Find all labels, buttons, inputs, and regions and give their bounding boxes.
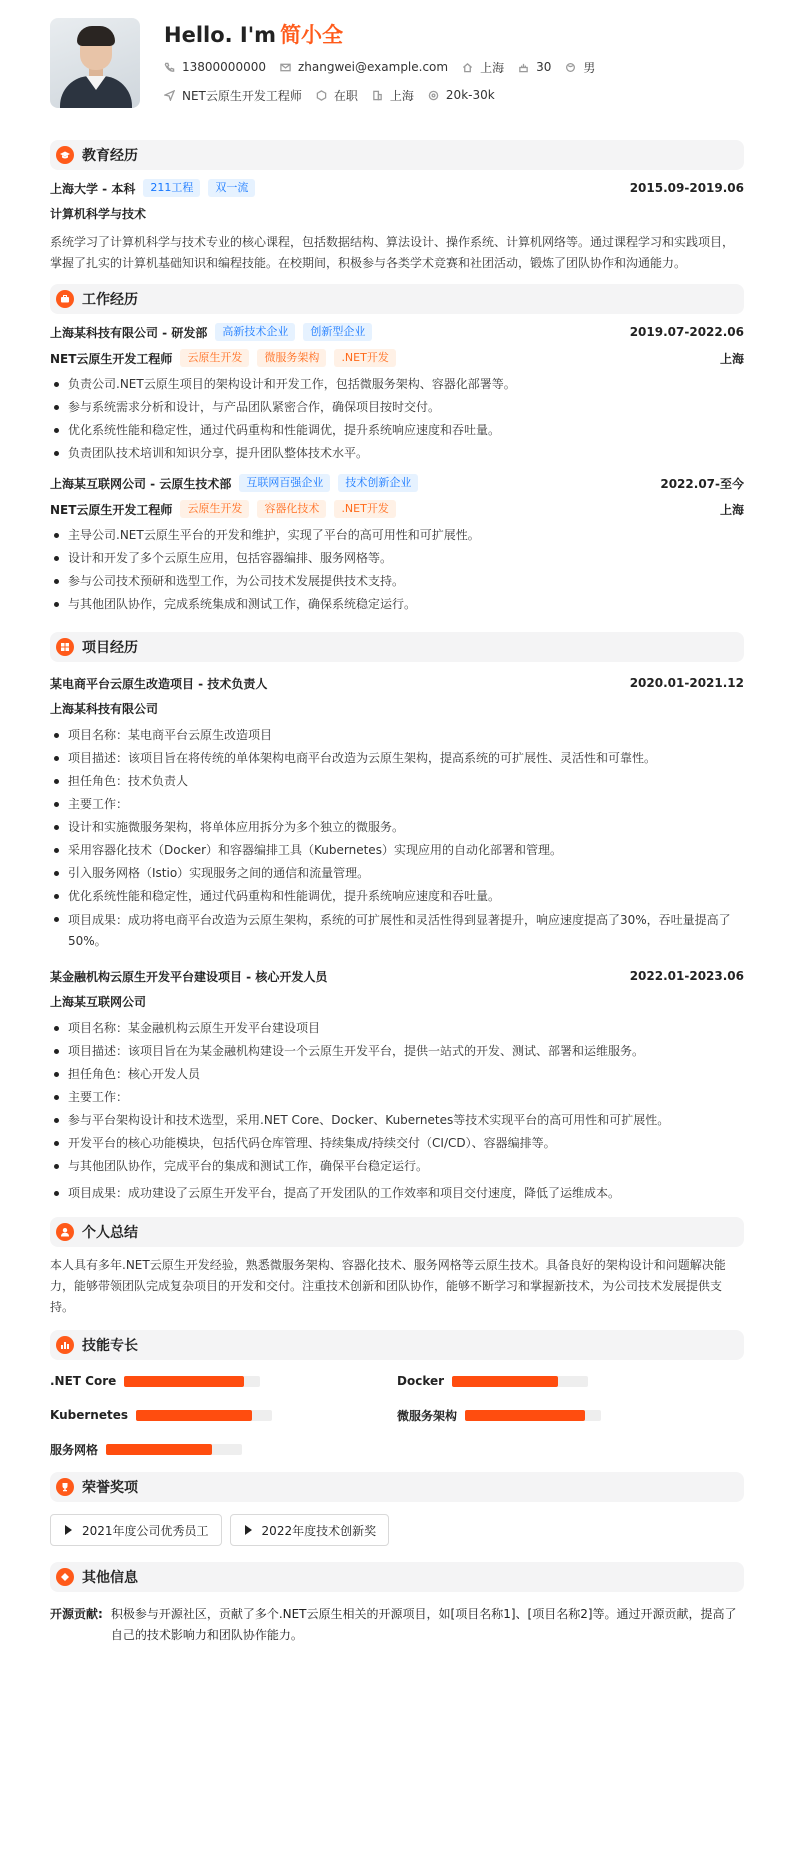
city-item: [372, 87, 414, 104]
school-name: 上海大学 - 本科: [50, 181, 136, 196]
skill-bar: [465, 1410, 601, 1421]
section-title: 荣誉奖项: [82, 1480, 138, 1496]
list-item: 负责团队技术培训和知识分享，提升团队整体技术水平。: [50, 444, 744, 463]
email-text: zhangwei@example.com: [297, 60, 449, 74]
home-icon: [462, 62, 473, 73]
play-icon: [65, 1525, 72, 1535]
awards-list: [50, 1514, 744, 1546]
school-tag: 211工程: [143, 179, 200, 197]
avatar: [50, 18, 140, 108]
list-item: 负责公司.NET云原生项目的架构设计和开发工作，包括微服务架构、容器化部署等。: [50, 375, 744, 394]
salary-text: 20k-30k: [445, 88, 495, 102]
list-item: 采用容器化技术（Docker）和容器编排工具（Kubernetes）实现应用的自动化部署和管理。: [50, 841, 744, 860]
phone-item: [164, 60, 266, 74]
skill-item: [50, 1404, 397, 1426]
project-item: [50, 963, 744, 1203]
user-icon: [56, 1223, 74, 1241]
skill-name: Kubernetes: [50, 1408, 128, 1422]
list-item: 担任角色：核心开发人员: [50, 1065, 744, 1084]
list-item: 项目成果：成功建设了云原生开发平台，提高了开发团队的工作效率和项目交付速度，降低了运维成本。: [50, 1184, 744, 1203]
role-row: [50, 496, 744, 522]
project-company: 上海某科技有限公司: [50, 702, 159, 716]
phone-icon: [164, 62, 175, 73]
bullet-list: [50, 526, 744, 614]
project-row: [50, 963, 744, 989]
status-item: [316, 87, 358, 104]
section-title: 教育经历: [82, 148, 138, 164]
skill-bar-fill: [452, 1376, 558, 1387]
company-name: 上海某互联网公司 - 云原生技术部: [50, 476, 232, 491]
list-item: 参与平台架构设计和技术选型，采用.NET Core、Docker、Kubernetes等技术实现平台的高可用性和可扩展性。: [50, 1111, 744, 1130]
list-item: 参与系统需求分析和设计，与产品团队紧密合作，确保项目按时交付。: [50, 398, 744, 417]
award-item: [230, 1514, 390, 1546]
major: 计算机科学与技术: [50, 207, 147, 221]
summary-section: [50, 1217, 744, 1318]
project-item: [50, 670, 744, 952]
work-location: 上海: [719, 351, 744, 366]
skill-bar-fill: [106, 1444, 212, 1455]
skill-name: 微服务架构: [397, 1408, 458, 1423]
awards-section: [50, 1472, 744, 1546]
education-description: 系统学习了计算机科学与技术专业的核心课程，包括数据结构、算法设计、操作系统、计算机网络等。通过课程学习和实践项目，掌握了扎实的计算机基础知识和编程技能。在校期间，积极参与各类学术竞赛和社团活动，锻炼了团队协作和沟通能力。: [50, 235, 735, 270]
skills-grid: [50, 1370, 744, 1460]
job-text: NET云原生开发工程师: [182, 88, 302, 103]
job-row: [164, 84, 609, 106]
list-item: 开发平台的核心功能模块，包括代码仓库管理、持续集成/持续交付（CI/CD）、容器编排等。: [50, 1134, 744, 1153]
education-row: [50, 175, 744, 201]
gender-icon: [565, 62, 576, 73]
work-item: [50, 319, 744, 463]
list-item: 优化系统性能和稳定性，通过代码重构和性能调优，提升系统响应速度和吞吐量。: [50, 887, 744, 906]
award-item: [50, 1514, 222, 1546]
city-text: 上海: [389, 88, 414, 103]
work-date: 2022.07-至今: [660, 476, 744, 491]
list-item: 主要工作：: [50, 795, 744, 814]
skill-item: [397, 1370, 744, 1392]
skill-bar: [452, 1376, 588, 1387]
graduation-cap-icon: [56, 146, 74, 164]
skill-bar: [106, 1444, 242, 1455]
list-item: 与其他团队协作，完成平台的集成和测试工作，确保平台稳定运行。: [50, 1157, 744, 1176]
role-tag: .NET开发: [334, 500, 395, 518]
list-item: 优化系统性能和稳定性，通过代码重构和性能调优，提升系统响应速度和吞吐量。: [50, 421, 744, 440]
role-tag: 云原生开发: [180, 349, 249, 367]
project-row: [50, 670, 744, 696]
skill-bar-fill: [124, 1376, 244, 1387]
skill-item: [50, 1438, 397, 1460]
other-label: 开源贡献:: [50, 1607, 103, 1621]
company-row: [50, 470, 744, 496]
projects-section: [50, 632, 744, 1203]
award-label: 2022年度技术创新奖: [261, 1523, 377, 1538]
role-name: NET云原生开发工程师: [50, 351, 173, 366]
home-text: 上海: [480, 60, 505, 75]
project-company: 上海某互联网公司: [50, 995, 147, 1009]
education-section: [50, 140, 744, 274]
work-date: 2019.07-2022.06: [629, 325, 744, 339]
education-date: 2015.09-2019.06: [629, 181, 744, 195]
bullet-list: [50, 375, 744, 463]
age-item: [518, 60, 551, 74]
list-item: 主要工作：: [50, 1088, 744, 1107]
section-header: [50, 1330, 744, 1360]
hexagon-icon: [316, 90, 327, 101]
project-date: 2022.01-2023.06: [629, 969, 744, 983]
award-label: 2021年度公司优秀员工: [82, 1523, 209, 1538]
trophy-icon: [56, 1478, 74, 1496]
cake-icon: [518, 62, 529, 73]
company-tag: 互联网百强企业: [239, 474, 330, 492]
other-row: [50, 1604, 744, 1646]
role-tag: 微服务架构: [257, 349, 326, 367]
role-tag: .NET开发: [334, 349, 395, 367]
list-item: 主导公司.NET云原生平台的开发和维护，实现了平台的高可用性和可扩展性。: [50, 526, 744, 545]
company-name: 上海某科技有限公司 - 研发部: [50, 325, 208, 340]
salary-item: [428, 88, 495, 102]
skill-bar: [124, 1376, 260, 1387]
chart-bar-icon: [56, 1336, 74, 1354]
list-item: 引入服务网格（Istio）实现服务之间的通信和流量管理。: [50, 864, 744, 883]
school-tag: 双一流: [208, 179, 255, 197]
section-title: 技能专长: [82, 1338, 138, 1354]
skill-bar-fill: [465, 1410, 585, 1421]
section-header: [50, 284, 744, 314]
skill-bar-fill: [136, 1410, 252, 1421]
project-date: 2020.01-2021.12: [629, 676, 744, 690]
section-header: [50, 1472, 744, 1502]
home-item: [462, 59, 504, 76]
gender-text: 男: [583, 60, 596, 75]
role-row: [50, 345, 744, 371]
work-item: [50, 470, 744, 614]
section-title: 个人总结: [82, 1225, 138, 1241]
skill-item: [397, 1404, 744, 1426]
contact-row: [164, 56, 609, 78]
play-icon: [245, 1525, 252, 1535]
person-name: 简小全: [280, 23, 344, 47]
list-item: 项目名称：某金融机构云原生开发平台建设项目: [50, 1019, 744, 1038]
company-tag: 技术创新企业: [338, 474, 418, 492]
skill-bar: [136, 1410, 272, 1421]
gender-item: [565, 59, 595, 76]
building-icon: [372, 90, 383, 101]
skill-name: .NET Core: [50, 1374, 117, 1388]
email-item: [280, 60, 448, 74]
section-title: 其他信息: [82, 1570, 138, 1586]
tag-icon: [56, 1568, 74, 1586]
project-name: 某电商平台云原生改造项目 - 技术负责人: [50, 676, 268, 691]
resume-header: [50, 18, 744, 130]
skill-item: [50, 1370, 397, 1392]
section-title: 项目经历: [82, 640, 138, 656]
status-text: 在职: [333, 88, 358, 103]
other-section: [50, 1562, 744, 1646]
work-section: [50, 284, 744, 614]
list-item: 项目名称：某电商平台云原生改造项目: [50, 726, 744, 745]
header-info: [164, 18, 609, 106]
section-title: 工作经历: [82, 292, 138, 308]
phone-text: 13800000000: [182, 60, 266, 74]
summary-text: 本人具有多年.NET云原生开发经验，熟悉微服务架构、容器化技术、服务网格等云原生技术。具备良好的架构设计和问题解决能力，能够带领团队完成复杂项目的开发和交付。注重技术创新和团队协作，能够不断学习和掌握新技术，为公司技术发展提供支持。: [50, 1258, 726, 1314]
list-item: 设计和实施微服务架构，将单体应用拆分为多个独立的微服务。: [50, 818, 744, 837]
section-header: [50, 1562, 744, 1592]
list-item: 设计和开发了多个云原生应用，包括容器编排、服务网格等。: [50, 549, 744, 568]
briefcase-icon: [56, 290, 74, 308]
send-icon: [164, 90, 175, 101]
list-item: 与其他团队协作，完成系统集成和测试工作，确保系统稳定运行。: [50, 595, 744, 614]
section-header: [50, 632, 744, 662]
age-text: 30: [536, 60, 552, 74]
list-item: 项目成果：成功将电商平台改造为云原生架构，系统的可扩展性和灵活性得到显著提升，响应速度提高了30%，吞吐量提高了50%。: [50, 910, 744, 952]
bullet-list: [50, 1019, 744, 1203]
greeting: [164, 20, 609, 50]
grid-icon: [56, 638, 74, 656]
skills-section: [50, 1330, 744, 1460]
list-item: 项目描述：该项目旨在为某金融机构建设一个云原生开发平台，提供一站式的开发、测试、部署和运维服务。: [50, 1042, 744, 1061]
skill-name: Docker: [397, 1374, 445, 1388]
work-location: 上海: [719, 502, 744, 517]
coin-icon: [428, 90, 439, 101]
other-text: 积极参与开源社区，贡献了多个.NET云原生相关的开源项目，如[项目名称1]、[项目名称2]等。通过开源贡献，提高了自己的技术影响力和团队协作能力。: [110, 1607, 737, 1642]
list-item: 项目描述：该项目旨在将传统的单体架构电商平台改造为云原生架构，提高系统的可扩展性、灵活性和可靠性。: [50, 749, 744, 768]
list-item: 参与公司技术预研和选型工作，为公司技术发展提供技术支持。: [50, 572, 744, 591]
company-tag: 创新型企业: [303, 323, 372, 341]
skill-name: 服务网格: [50, 1442, 99, 1457]
role-name: NET云原生开发工程师: [50, 502, 173, 517]
company-tag: 高新技术企业: [215, 323, 295, 341]
list-item: 担任角色：技术负责人: [50, 772, 744, 791]
role-tag: 云原生开发: [180, 500, 249, 518]
project-name: 某金融机构云原生开发平台建设项目 - 核心开发人员: [50, 969, 328, 984]
section-header: [50, 140, 744, 170]
role-tag: 容器化技术: [257, 500, 326, 518]
mail-icon: [280, 62, 291, 73]
section-header: [50, 1217, 744, 1247]
job-item: [164, 87, 302, 104]
company-row: [50, 319, 744, 345]
greeting-text: Hello. I'm: [164, 23, 277, 47]
bullet-list: [50, 726, 744, 952]
